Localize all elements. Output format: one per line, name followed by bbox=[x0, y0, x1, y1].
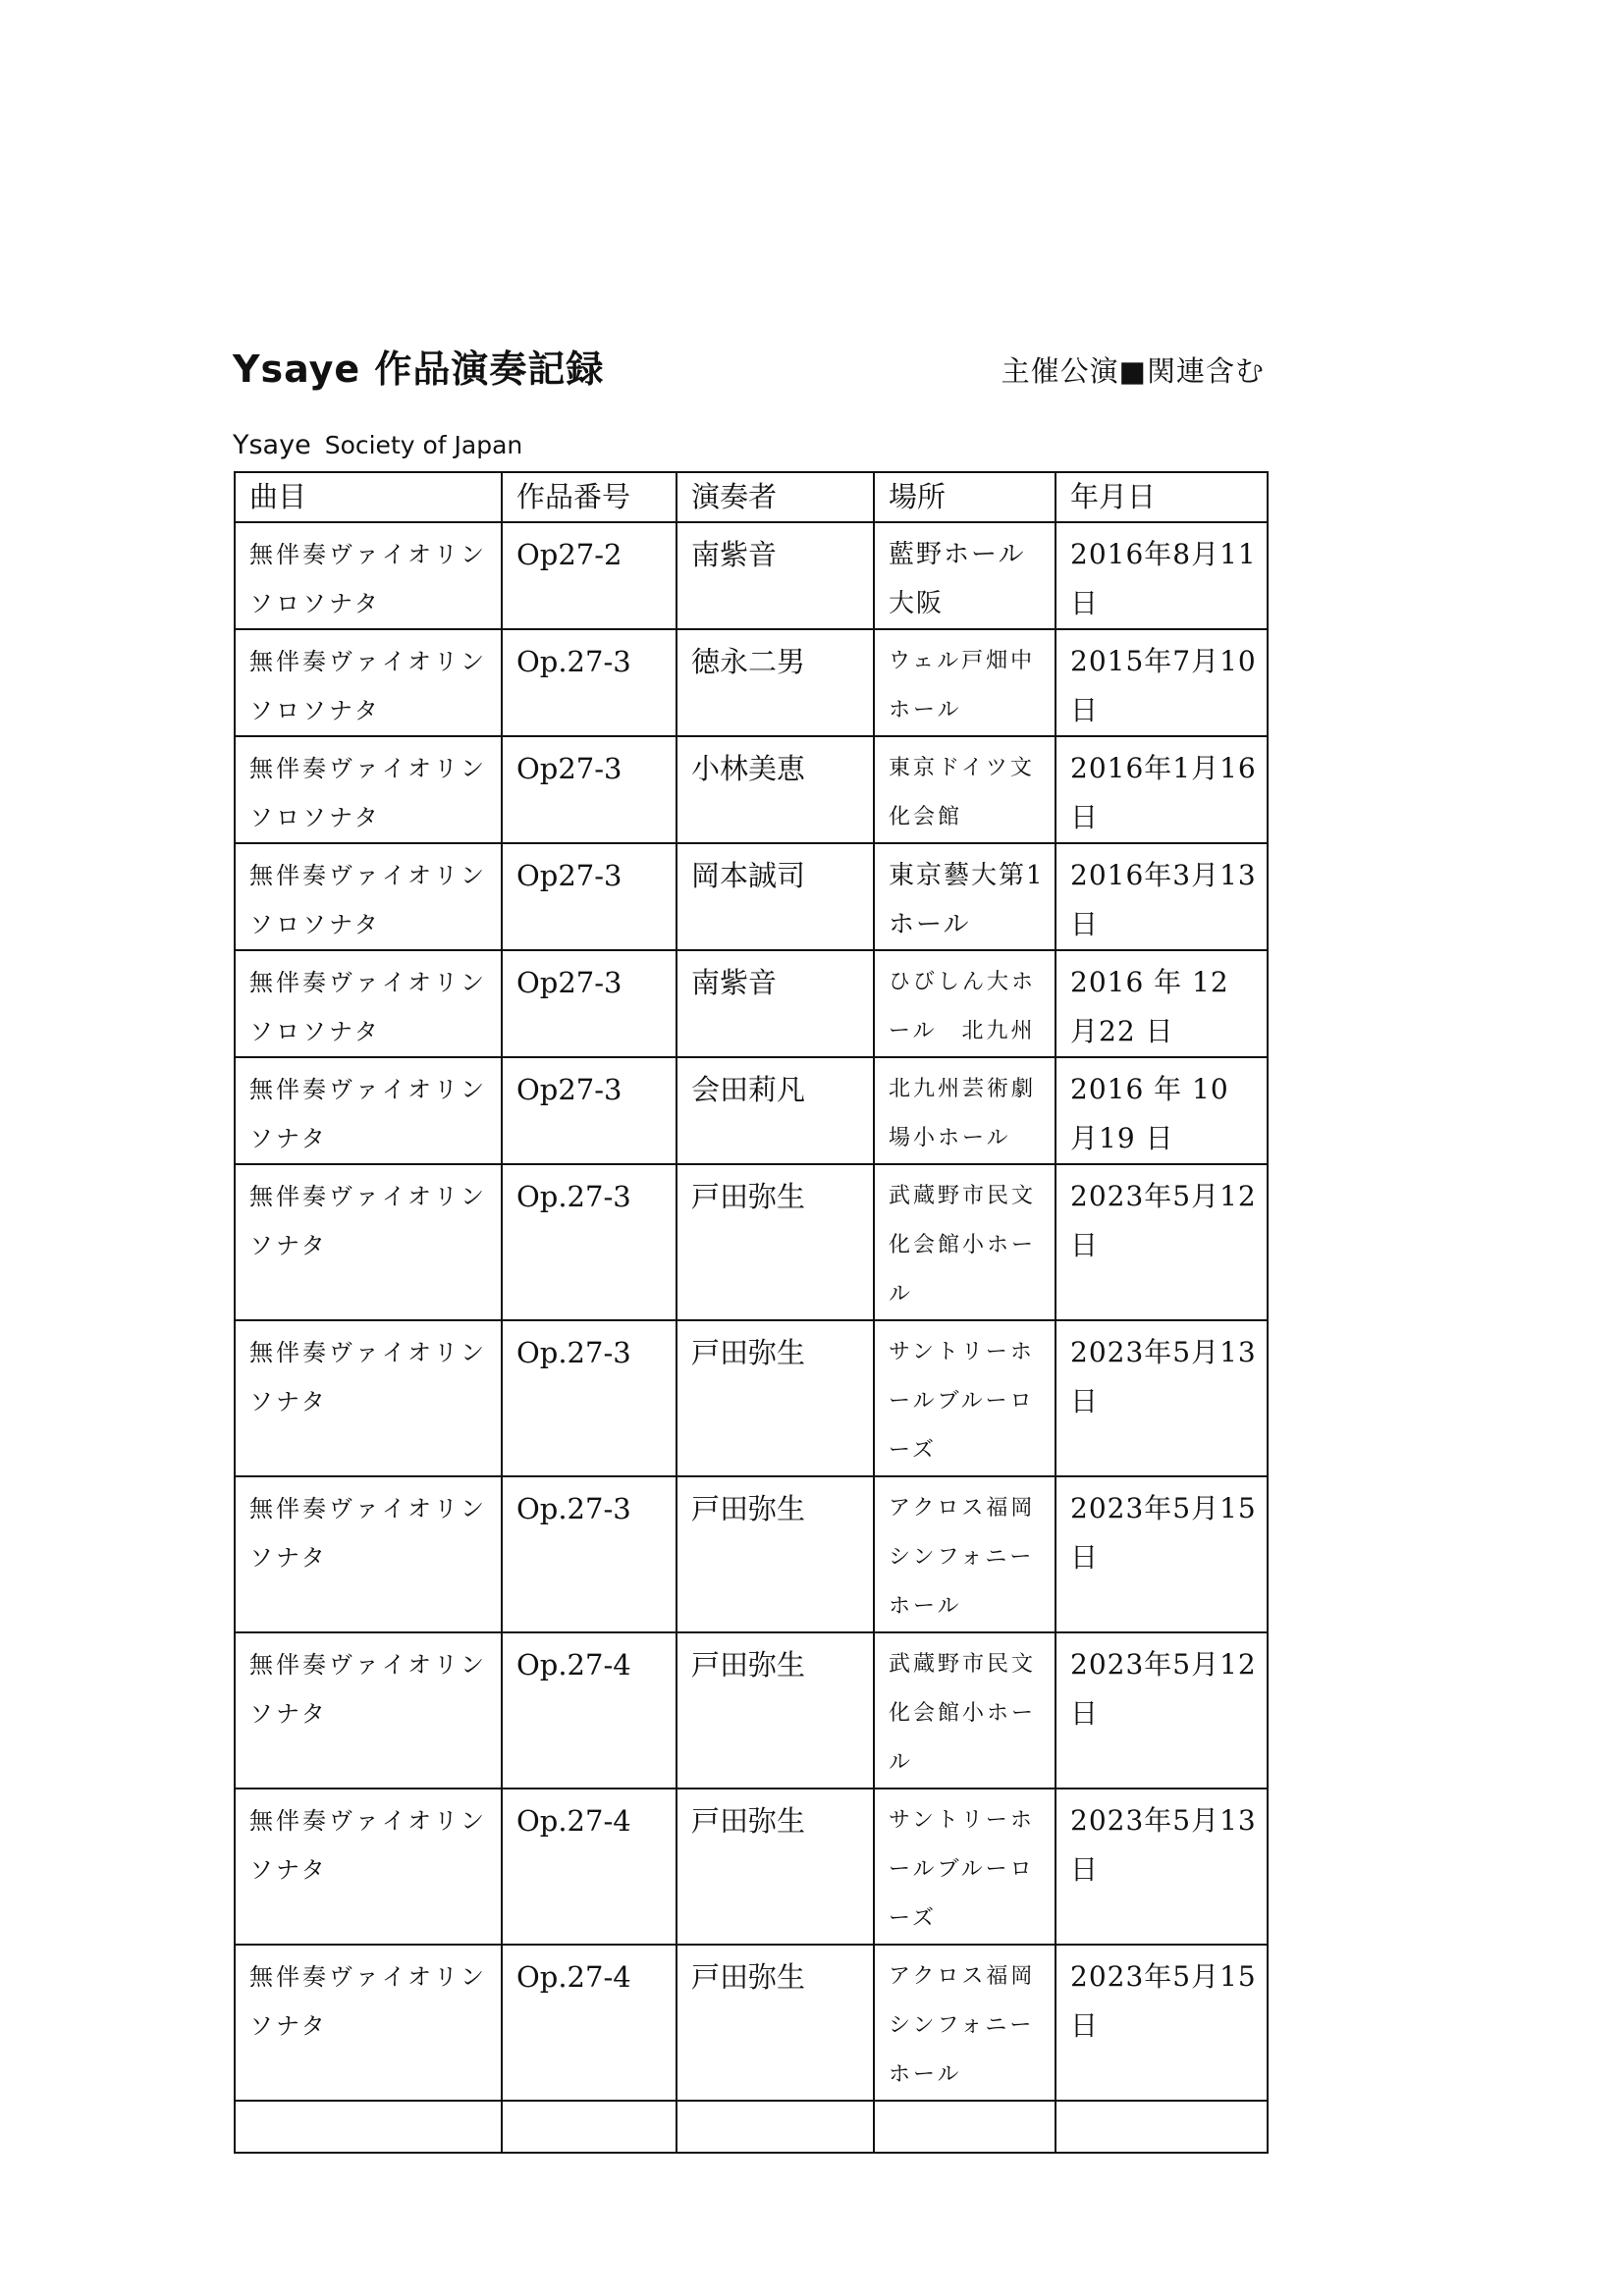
cell-venue: 東京ドイツ文化会館 bbox=[874, 736, 1056, 843]
cell-date: 2016 年 10 月19 日 bbox=[1056, 1057, 1268, 1164]
cell-opus: Op.27-4 bbox=[502, 1789, 677, 1945]
cell-date: 2016 年 12 月22 日 bbox=[1056, 950, 1268, 1057]
cell-piece: 無伴奏ヴァイオリンソナタ bbox=[235, 1164, 502, 1320]
header-performer: 演奏者 bbox=[677, 472, 874, 522]
cell-opus: Op27-3 bbox=[502, 736, 677, 843]
cell-performer: 戸田弥生 bbox=[677, 1945, 874, 2101]
society-name-rest: Society of Japan bbox=[324, 431, 523, 459]
cell-venue: アクロス福岡シンフォニーホール bbox=[874, 1476, 1056, 1632]
cell-piece: 無伴奏ヴァイオリンソロソナタ bbox=[235, 629, 502, 736]
cell-date: 2023年5月15日 bbox=[1056, 1945, 1268, 2101]
cell-venue: 武蔵野市民文化会館小ホール bbox=[874, 1164, 1056, 1320]
cell-venue: サントリーホールブルーローズ bbox=[874, 1320, 1056, 1476]
cell-performer: 戸田弥生 bbox=[677, 1320, 874, 1476]
cell-opus: Op.27-4 bbox=[502, 1945, 677, 2101]
cell-empty bbox=[1056, 2101, 1268, 2153]
cell-venue: アクロス福岡シンフォニーホール bbox=[874, 1945, 1056, 2101]
cell-venue: ウェル戸畑中ホール bbox=[874, 629, 1056, 736]
cell-empty bbox=[502, 2101, 677, 2153]
cell-piece: 無伴奏ヴァイオリンソナタ bbox=[235, 1057, 502, 1164]
society-name bbox=[233, 426, 522, 465]
table-row bbox=[235, 1632, 1268, 1789]
cell-date: 2016年3月13日 bbox=[1056, 843, 1268, 950]
cell-opus: Op.27-3 bbox=[502, 629, 677, 736]
cell-opus: Op27-3 bbox=[502, 843, 677, 950]
cell-performer: 会田莉凡 bbox=[677, 1057, 874, 1164]
cell-performer: 徳永二男 bbox=[677, 629, 874, 736]
performance-record-table bbox=[234, 471, 1269, 2154]
table-row bbox=[235, 522, 1268, 629]
cell-piece: 無伴奏ヴァイオリンソナタ bbox=[235, 1320, 502, 1476]
cell-opus: Op27-3 bbox=[502, 1057, 677, 1164]
cell-opus: Op.27-3 bbox=[502, 1164, 677, 1320]
cell-performer: 戸田弥生 bbox=[677, 1789, 874, 1945]
table-row bbox=[235, 1476, 1268, 1632]
cell-piece: 無伴奏ヴァイオリンソナタ bbox=[235, 1945, 502, 2101]
cell-date: 2023年5月13日 bbox=[1056, 1789, 1268, 1945]
cell-date: 2016年8月11日 bbox=[1056, 522, 1268, 629]
table-row bbox=[235, 1945, 1268, 2101]
header-venue: 場所 bbox=[874, 472, 1056, 522]
cell-date: 2015年7月10日 bbox=[1056, 629, 1268, 736]
header-piece: 曲目 bbox=[235, 472, 502, 522]
cell-empty bbox=[874, 2101, 1056, 2153]
cell-opus: Op27-2 bbox=[502, 522, 677, 629]
table-row bbox=[235, 629, 1268, 736]
cell-venue: ひびしん大ホール 北九州 bbox=[874, 950, 1056, 1057]
cell-piece: 無伴奏ヴァイオリンソナタ bbox=[235, 1789, 502, 1945]
cell-piece: 無伴奏ヴァイオリンソロソナタ bbox=[235, 736, 502, 843]
table-row bbox=[235, 1164, 1268, 1320]
cell-venue: 北九州芸術劇場小ホール bbox=[874, 1057, 1056, 1164]
cell-performer: 戸田弥生 bbox=[677, 1632, 874, 1789]
cell-performer: 南紫音 bbox=[677, 522, 874, 629]
cell-piece: 無伴奏ヴァイオリンソナタ bbox=[235, 1476, 502, 1632]
cell-date: 2023年5月12日 bbox=[1056, 1164, 1268, 1320]
cell-empty bbox=[235, 2101, 502, 2153]
cell-venue: サントリーホールブルーローズ bbox=[874, 1789, 1056, 1945]
cell-opus: Op.27-3 bbox=[502, 1320, 677, 1476]
cell-date: 2016年1月16日 bbox=[1056, 736, 1268, 843]
page-title: Ysaye 作品演奏記録 bbox=[233, 347, 605, 391]
table-row bbox=[235, 1057, 1268, 1164]
cell-date: 2023年5月15日 bbox=[1056, 1476, 1268, 1632]
cell-venue: 武蔵野市民文化会館小ホール bbox=[874, 1632, 1056, 1789]
table-row bbox=[235, 736, 1268, 843]
cell-performer: 小林美恵 bbox=[677, 736, 874, 843]
cell-piece: 無伴奏ヴァイオリンソロソナタ bbox=[235, 843, 502, 950]
cell-opus: Op27-3 bbox=[502, 950, 677, 1057]
cell-venue: 東京藝大第1ホール bbox=[874, 843, 1056, 950]
cell-opus: Op.27-3 bbox=[502, 1476, 677, 1632]
society-name-first: Ysaye bbox=[233, 430, 311, 460]
table-row bbox=[235, 1320, 1268, 1476]
table-header-row bbox=[235, 472, 1268, 522]
cell-performer: 岡本誠司 bbox=[677, 843, 874, 950]
cell-piece: 無伴奏ヴァイオリンソナタ bbox=[235, 1632, 502, 1789]
table-row bbox=[235, 1789, 1268, 1945]
cell-date: 2023年5月13日 bbox=[1056, 1320, 1268, 1476]
cell-venue: 藍野ホール大阪 bbox=[874, 522, 1056, 629]
header-opus: 作品番号 bbox=[502, 472, 677, 522]
cell-piece: 無伴奏ヴァイオリンソロソナタ bbox=[235, 950, 502, 1057]
table-row bbox=[235, 843, 1268, 950]
scope-note: 主催公演■関連含む bbox=[1001, 354, 1265, 388]
cell-performer: 戸田弥生 bbox=[677, 1476, 874, 1632]
cell-performer: 南紫音 bbox=[677, 950, 874, 1057]
table-row bbox=[235, 950, 1268, 1057]
cell-opus: Op.27-4 bbox=[502, 1632, 677, 1789]
cell-empty bbox=[677, 2101, 874, 2153]
table-row-empty bbox=[235, 2101, 1268, 2153]
header-date: 年月日 bbox=[1056, 472, 1268, 522]
cell-piece: 無伴奏ヴァイオリンソロソナタ bbox=[235, 522, 502, 629]
cell-performer: 戸田弥生 bbox=[677, 1164, 874, 1320]
cell-date: 2023年5月12日 bbox=[1056, 1632, 1268, 1789]
